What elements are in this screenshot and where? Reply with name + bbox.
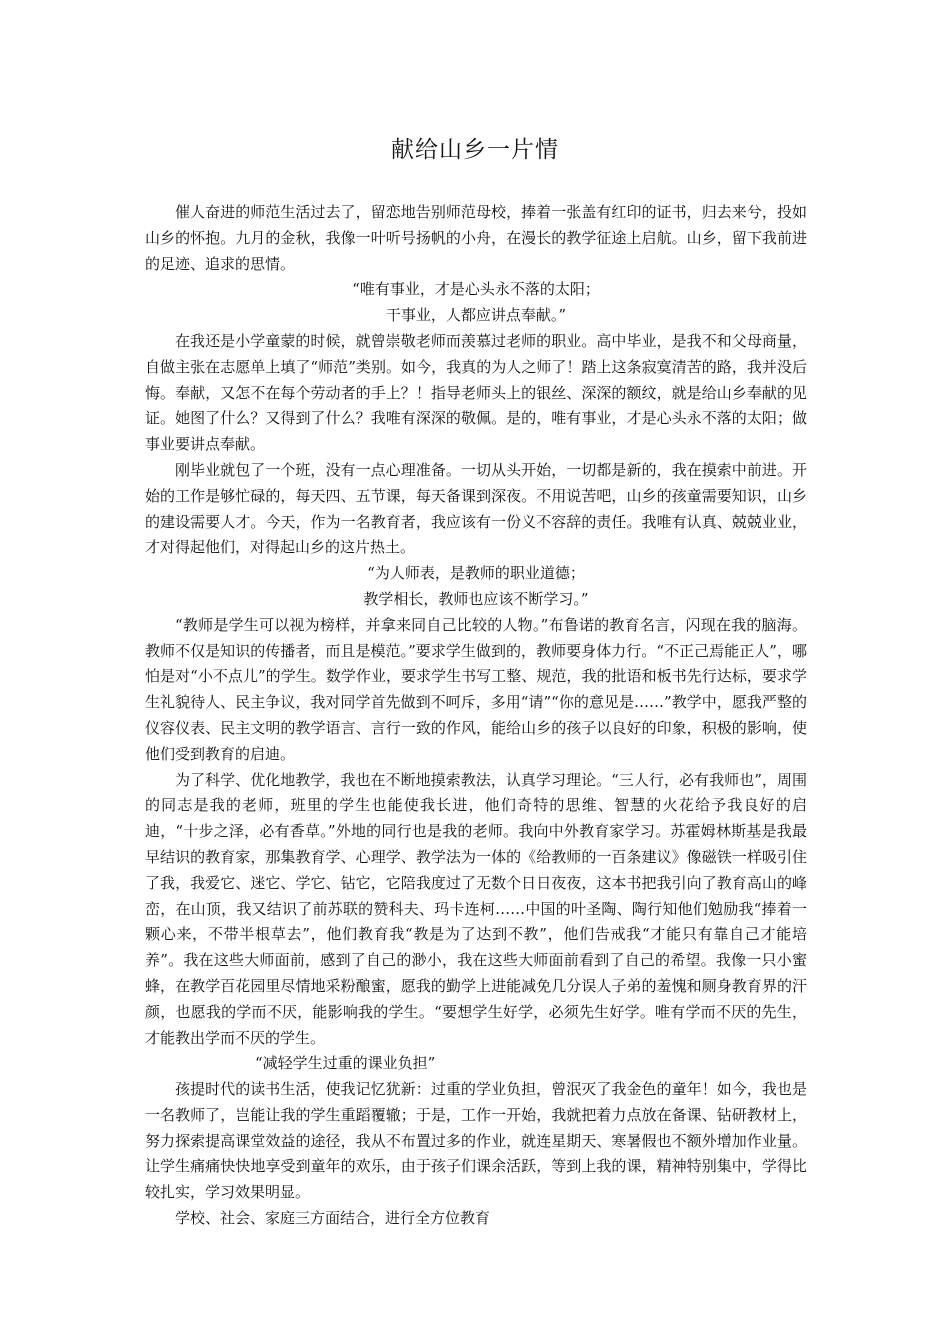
paragraph-body: 为了科学、优化地教学，我也在不断地摸索教法，认真学习理论。“三人行，必有我师也”，周围的同志是我的老师，班里的学生也能使我长进，他们奇特的思维、智慧的火花给予我良好的启迪，“十步之泽，必有香草。”外地的同行也是我的老师。我向中外教育家学习。苏霍姆林斯基是我最早结识的教育家，那集教育学、心理学、教学法为一体的《给教师的一百条建议》像磁铁一样吸引住了我，我爱它、迷它、学它、钻它，它陪我度过了无数个日日夜夜，这本书把我引向了教育高山的峰峦，在山顶，我又结识了前苏联的赞科夫、玛卡连柯……中国的叶圣陶、陶行知他们勉励我“捧着一颗心来，不带半根草去”，他们教育我“教是为了达到不教”，他们告戒我“才能只有靠自己才能培养”。我在这些大师面前，感到了自己的渺小，我在这些大师面前看到了自己的希望。我像一只小蜜蜂，在教学百花园里尽情地采粉酿蜜，愿我的勤学上进能减免几分误人子弟的羞愧和厕身教育界的汗颜，也愿我的学而不厌，能影响我的学生。“要想学生好学，必须先生好学。唯有学而不厌的先生，才能教出学而不厌的学生。 bbox=[145, 770, 807, 1047]
document-title: 献给山乡一片情 bbox=[391, 137, 559, 163]
section-heading: “减轻学生过重的课业负担” bbox=[255, 1054, 436, 1073]
paragraph-body: “教师是学生可以视为榜样，并拿来同自己比较的人物。”布鲁诺的教育名言，闪现在我的脑海。教师不仅是知识的传播者，而且是模范。”要求学生做到的，教师要身体力行。“不正己焉能正人”，哪怕是对“小不点儿”的学生。数学作业，要求学生书写工整、规范，我的批语和板书先行达标，要求学生礼貌待人、民主争议，我对同学首先做到不呵斥，多用“请”“你的意见是……”教学中，愿我严整的仪容仪表、民主文明的教学语言、言行一致的作风，能给山乡的孩子以良好的印象，积极的影响，使他们受到教育的启迪。 bbox=[145, 615, 807, 763]
quote-line: 教学相长，教师也应该不断学习。” bbox=[363, 589, 589, 608]
quote-line: “唯有事业，才是心头永不落的太阳； bbox=[352, 280, 600, 299]
document-body bbox=[145, 200, 807, 1232]
quote-line: “为人师表，是教师的职业道德； bbox=[367, 564, 585, 583]
paragraph-body: 刚毕业就包了一个班，没有一点心理准备。一切从头开始，一切都是新的，我在摸索中前进。开始的工作是够忙碌的，每天四、五节课，每天备课到深夜。不用说苦吧，山乡的孩童需要知识，山乡的建设需要人才。今天，作为一名教育者，我应该有一份义不容辞的责任。我唯有认真、兢兢业业，才对得起他们，对得起山乡的这片热土。 bbox=[145, 460, 807, 557]
paragraph-body: 学校、社会、家庭三方面结合，进行全方位教育 bbox=[175, 1209, 491, 1228]
paragraph-intro: 催人奋进的师范生活过去了，留恋地告别师范母校，捧着一张盖有红印的证书，归去来兮，投如山乡的怀抱。九月的金秋，我像一叶听号扬帆的小舟，在漫长的教学征途上启航。山乡，留下我前进的足迹、追求的思情。 bbox=[145, 203, 807, 273]
paragraph-body: 孩提时代的读书生活，使我记忆犹新：过重的学业负担，曾泯灭了我金色的童年！如今，我也是一名教师了，岂能让我的学生重蹈覆辙；于是，工作一开始，我就把着力点放在备课、钻研教材上，努力探索提高课堂效益的途径，我从不布置过多的作业，就连星期天、寒暑假也不额外增加作业量。让学生痛痛快快地享受到童年的欢乐，由于孩子们课余活跃，等到上我的课，精神特别集中，学得比较扎实，学习效果明显。 bbox=[145, 1080, 807, 1202]
quote-line: 干事业，人都应讲点奉献。” bbox=[385, 306, 567, 325]
paragraph-body: 在我还是小学童蒙的时候，就曾崇敬老师而羡慕过老师的职业。高中毕业，是我不和父母商量，自做主张在志愿单上填了“师范”类别。如今，我真的为人之师了！踏上这条寂寞清苦的路，我并没后悔。奉献，又怎不在每个劳动者的手上？！指导老师头上的银丝、深深的额纹，就是给山乡奉献的见证。她图了什么？又得到了什么？我唯有深深的敬佩。是的，唯有事业，才是心头永不落的太阳；做事业要讲点奉献。 bbox=[145, 331, 807, 454]
